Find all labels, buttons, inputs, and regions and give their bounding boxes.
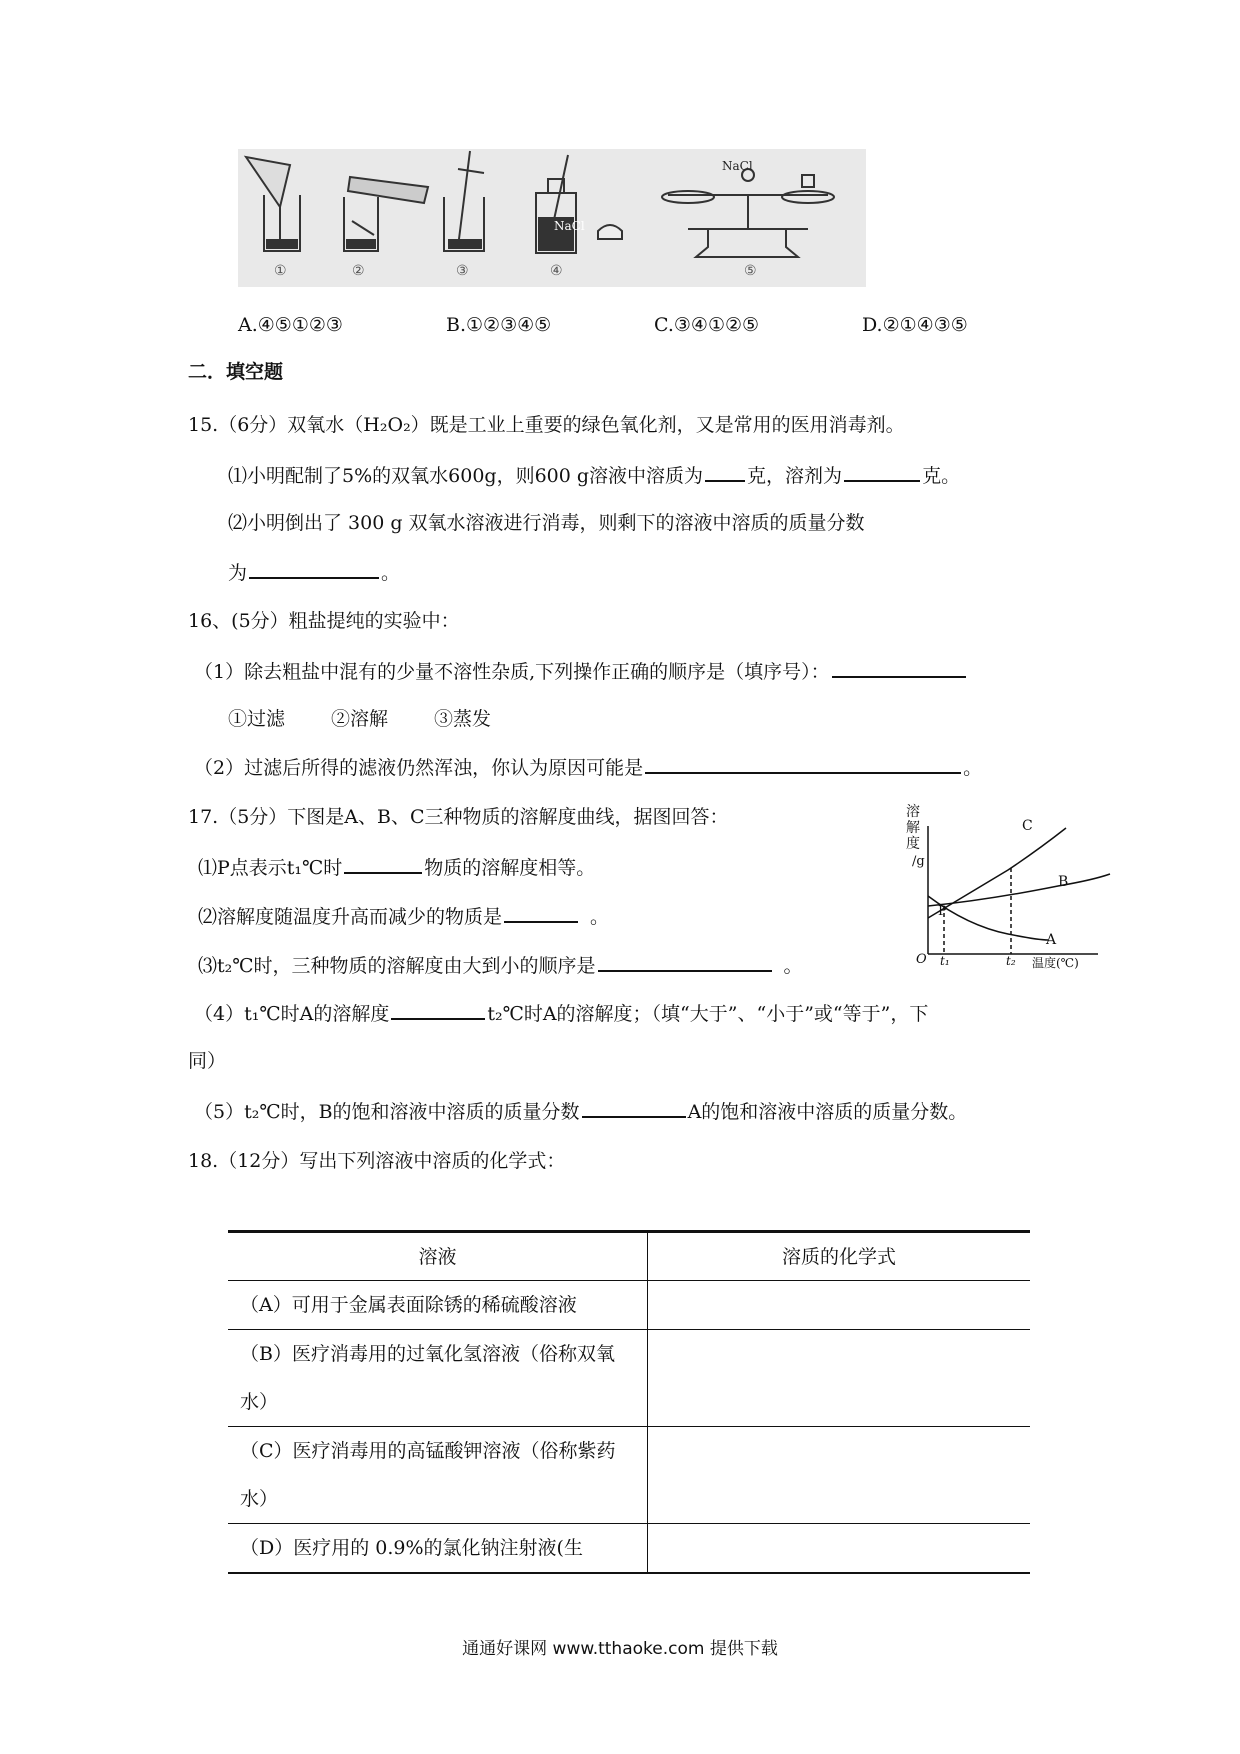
chart-curve-label-b: B <box>1058 874 1069 890</box>
q16-part2-text-b: 。 <box>963 757 983 779</box>
chart-ylabel-2: 解 <box>906 820 920 836</box>
figure-label-4: ④ <box>550 263 563 279</box>
q17-part3-text-b: 。 <box>783 955 803 977</box>
table-header-row <box>228 1230 1030 1281</box>
q17-part5-text-a: （5）t₂℃时，B的饱和溶液中溶质的质量分数 <box>194 1101 580 1123</box>
table-cell-solution-a: （A）可用于金属表面除锈的稀硫酸溶液 <box>228 1281 648 1330</box>
chart-point-p: P <box>938 904 947 919</box>
q15-stem: 15.（6分）双氧水（H₂O₂）既是工业上重要的绿色氧化剂，又是常用的医用消毒剂。 <box>188 414 905 436</box>
table-cell-solution-d: （D）医疗用的 0.9%的氯化钠注射液(生 <box>228 1524 648 1574</box>
table-row <box>228 1524 1030 1574</box>
bottle-label: NaCl <box>554 219 585 233</box>
q16-op-3: ③蒸发 <box>434 708 492 730</box>
figure-label-3: ③ <box>456 263 469 279</box>
table-cell-formula-c[interactable] <box>648 1427 1031 1524</box>
table-row <box>228 1330 1030 1427</box>
table-cell-solution-c: （C）医疗消毒用的高锰酸钾溶液（俗称紫药水） <box>228 1427 648 1524</box>
chart-ylabel-3: 度 <box>906 836 920 852</box>
table-cell-formula-d[interactable] <box>648 1524 1031 1574</box>
page-footer: 通通好课网 www.tthaoke.com 提供下载 <box>462 1639 778 1659</box>
q16-op-1: ①过滤 <box>228 708 286 730</box>
q17-part3 <box>198 950 803 978</box>
chart-t2: t₂ <box>1006 954 1016 968</box>
q17-part1 <box>198 852 595 880</box>
q17-part4-cont: 同） <box>188 1050 227 1072</box>
balance-label: NaCl <box>722 159 753 173</box>
q16-order-blank[interactable] <box>832 656 966 678</box>
q16-part1-text: （1）除去粗盐中混有的少量不溶性杂质,下列操作正确的顺序是（填序号）： <box>194 661 830 683</box>
q17-decrease-blank[interactable] <box>504 901 578 923</box>
q17-part4-text-a: （4）t₁℃时A的溶解度 <box>194 1003 390 1025</box>
q17-part2 <box>198 901 609 929</box>
q14-option-b: B.①②③④⑤ <box>446 314 552 336</box>
q14-option-d: D.②①④③⑤ <box>862 314 968 336</box>
table-header-solution: 溶液 <box>228 1230 648 1281</box>
chart-curve-label-a: A <box>1046 932 1057 948</box>
q17-part1-text-a: ⑴P点表示t₁℃时 <box>198 857 343 879</box>
q15-part1-text-c: 克。 <box>922 465 961 487</box>
figure-label-1: ① <box>274 263 287 279</box>
q17-stem: 17.（5分）下图是A、B、C三种物质的溶解度曲线，据图回答： <box>188 806 729 828</box>
figure-label-5: ⑤ <box>744 263 757 279</box>
q15-part2-line1: ⑵小明倒出了 300 g 双氧水溶液进行消毒，则剩下的溶液中溶质的质量分数 <box>228 512 865 534</box>
chart-origin: O <box>916 952 927 967</box>
q15-solvent-blank[interactable] <box>844 460 920 482</box>
chart-ylabel <box>906 804 922 852</box>
q17-part1-text-b: 物质的溶解度相等。 <box>424 857 596 879</box>
section-title: 二．填空题 <box>188 361 284 383</box>
table-header-formula: 溶质的化学式 <box>648 1230 1031 1281</box>
solubility-chart-svg <box>898 804 1118 976</box>
chart-curve-label-c: C <box>1022 818 1033 834</box>
q17-order-blank[interactable] <box>598 950 772 972</box>
q17-part4-text-b: t₂℃时A的溶解度；（填“大于”、“小于”或“等于”，下 <box>487 1003 929 1025</box>
q17-part2-text-a: ⑵溶解度随温度升高而减少的物质是 <box>198 906 503 928</box>
q15-part1-text-b: 克，溶剂为 <box>747 465 843 487</box>
q16-part2-text-a: （2）过滤后所得的滤液仍然浑浊，你认为原因可能是 <box>194 757 644 779</box>
q17-part4 <box>194 998 928 1026</box>
solute-table <box>228 1230 1030 1574</box>
q17-part5-text-b: A的饱和溶液中溶质的质量分数。 <box>687 1101 968 1123</box>
figure-label-2: ② <box>352 263 365 279</box>
table-cell-solution-b: （B）医疗消毒用的过氧化氢溶液（俗称双氧水） <box>228 1330 648 1427</box>
table-cell-formula-a[interactable] <box>648 1281 1031 1330</box>
q15-fraction-blank[interactable] <box>249 557 379 579</box>
q15-part1-text-a: ⑴小明配制了5%的双氧水600g，则600 g溶液中溶质为 <box>228 465 704 487</box>
chart-xlabel: 温度(℃) <box>1032 956 1079 970</box>
q15-part2-text-c: 。 <box>381 562 401 584</box>
q16-op-2: ②溶解 <box>331 708 389 730</box>
q16-part2 <box>194 752 982 780</box>
solubility-chart <box>898 804 1118 976</box>
q16-reason-blank[interactable] <box>645 752 961 774</box>
q15-part1 <box>228 460 960 488</box>
q15-part2-line2 <box>228 557 400 585</box>
q17-compare-blank[interactable] <box>391 998 485 1020</box>
q15-solute-blank[interactable] <box>705 460 745 482</box>
chart-ylabel-1: 溶 <box>906 804 920 820</box>
chart-t1: t₁ <box>940 954 950 968</box>
curve-c <box>928 828 1069 918</box>
q17-part3-text-a: ⑶t₂℃时，三种物质的溶解度由大到小的顺序是 <box>198 955 596 977</box>
table-row <box>228 1281 1030 1330</box>
q14-option-a: A.④⑤①②③ <box>238 314 343 336</box>
chart-unit: /g <box>912 854 925 869</box>
q16-stem: 16、(5分）粗盐提纯的实验中： <box>188 610 460 632</box>
q17-part2-text-b: 。 <box>590 906 610 928</box>
q18-stem: 18.（12分）写出下列溶液中溶质的化学式： <box>188 1150 566 1172</box>
q14-option-c: C.③④①②⑤ <box>654 314 760 336</box>
q16-part1 <box>194 656 968 684</box>
q17-part5 <box>194 1096 967 1124</box>
q16-ops <box>228 704 491 731</box>
experiment-figure <box>238 149 866 287</box>
q15-part2-text-b: 为 <box>228 562 248 584</box>
q17-p-blank[interactable] <box>344 852 422 874</box>
table-cell-formula-b[interactable] <box>648 1330 1031 1427</box>
q17-fraction-compare-blank[interactable] <box>582 1096 686 1118</box>
table-row <box>228 1427 1030 1524</box>
